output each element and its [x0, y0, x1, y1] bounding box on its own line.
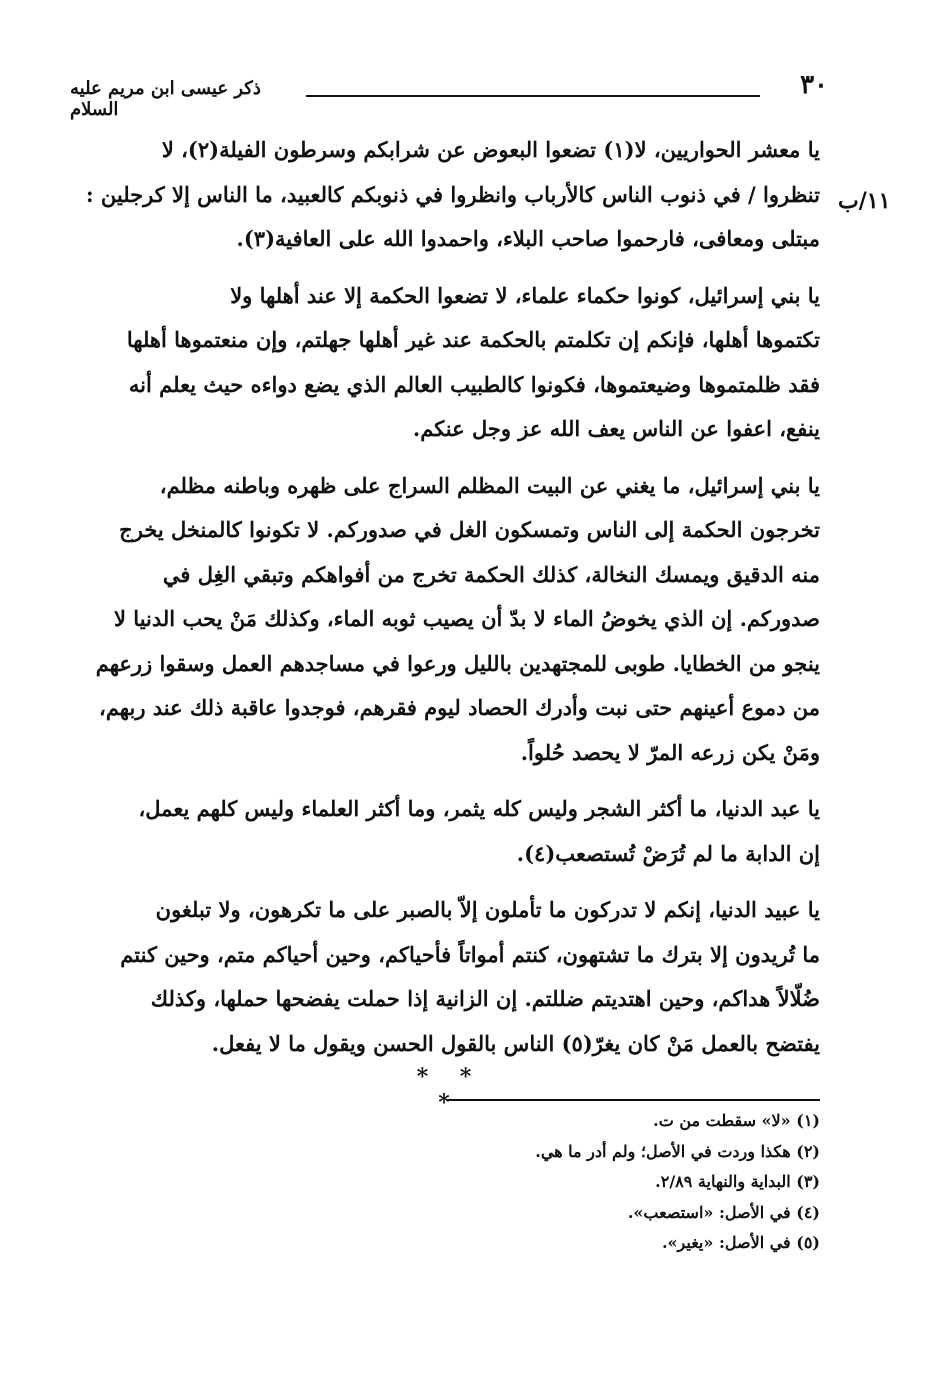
text-line: تخرجون الحكمة إلى الناس وتمسكون الغل في صدوركم. لا تكونوا كالمنخل يخرج: [119, 517, 820, 542]
footnote-2: (٢) هكذا وردت في الأصل؛ ولم أدر ما هي.: [535, 1141, 820, 1161]
paragraph-5: [80, 888, 820, 1066]
text-line: صدوركم. إن الذي يخوضُ الماء لا بدّ أن يصيب ثوبه الماء، وكذلك مَنْ يحب الدنيا لا: [114, 606, 820, 631]
text-line: يا بني إسرائيل، ما يغني عن البيت المظلم السراج على ظهره وباطنه مظلم،: [159, 472, 820, 498]
header-rule: [306, 95, 760, 97]
page-number: ٣٠: [800, 70, 828, 100]
text-line: ومَنْ يكن زرعه المرّ لا يحصد حُلواً.: [520, 739, 820, 765]
section-separator: * * *: [416, 1064, 484, 1116]
text-line: يفتضح بالعمل مَنْ كان يغرّ(٥) الناس بالقول الحسن ويقول ما لا يفعل.: [211, 1030, 820, 1056]
paragraph-2: [80, 274, 820, 452]
text-line: منه الدقيق ويمسك النخالة، كذلك الحكمة تخرج من أفواهكم وتبقي الغِل في: [162, 561, 820, 587]
footnote-5: (٥) في الأصل: «يغير».: [661, 1233, 820, 1252]
text-line: مبتلى ومعافى، فارحموا صاحب البلاء، واحمدوا الله على العافية(٣).: [236, 226, 820, 251]
text-line: تكتموها أهلها، فإنكم إن تكلمتم بالحكمة عند غير أهلها جهلتم، وإن منعتموها أهلها: [126, 327, 820, 352]
text-line: يا عبد الدنيا، ما أكثر الشجر وليس كله يثمر، وما أكثر العلماء وليس كلهم يعمل،: [138, 796, 820, 821]
text-line: ضُلّالاً هداكم، وحين اهتديتم ضللتم. إن الزانية إذا حملت يفضحها حملها، وكذلك: [150, 986, 820, 1011]
text-line: من دموع أعينهم حتى نبت وأدرك الحصاد ليوم فقرهم، فوجدوا عاقبة ذلك عند ربهم،: [99, 695, 820, 720]
text-line: يا معشر الحواريين، لا(١) تضعوا البعوض عن شرابكم وسرطون الفيلة(٢)، لا: [161, 137, 820, 162]
text-line: إن الدابة ما لم تُرَضْ تُستصعب(٤).: [516, 840, 820, 866]
footnote-1: (١) «لا» سقطت من ت.: [653, 1111, 820, 1130]
text-line: ما تُريدون إلا بترك ما تشتهون، كنتم أمواتاً فأحياكم، وحين أحياكم متم، وحين كنتم: [120, 941, 820, 967]
footnote-3: (٣) البداية والنهاية ٢/٨٩.: [655, 1172, 820, 1191]
footnote-4: (٤) في الأصل: «استصعب».: [627, 1202, 820, 1222]
text-line: ينجو من الخطايا. طوبى للمجتهدين بالليل ورعوا في مساجدهم العمل وسقوا زرعهم: [95, 650, 820, 676]
running-title: ذكر عيسى ابن مريم عليه السلام: [70, 78, 261, 120]
text-line: ينفع، اعفوا عن الناس يعف الله عز وجل عنكم.: [412, 416, 820, 441]
footnotes: [430, 1106, 820, 1259]
paragraph-1: [80, 128, 820, 262]
main-text: [80, 128, 820, 1078]
paragraph-4: [80, 787, 820, 876]
manuscript-folio-note: ١١/ب: [838, 188, 891, 214]
text-line: يا عبيد الدنيا، إنكم لا تدركون ما تأملون إلاّ بالصبر على ما تكرهون، ولا تبلغون: [155, 897, 820, 922]
paragraph-3: [80, 464, 820, 776]
text-line: فقد ظلمتموها وضيعتموها، فكونوا كالطبيب العالم الذي يضع دواءه حيث يعلم أنه: [128, 371, 820, 397]
footnote-rule: [446, 1099, 820, 1101]
text-line: يا بني إسرائيل، كونوا حكماء علماء، لا تضعوا الحكمة إلا عند أهلها ولا: [230, 282, 820, 308]
text-line: تنظروا / في ذنوب الناس كالأرباب وانظروا في ذنوبكم كالعبيد، ما الناس إلا كرجلين :: [85, 181, 820, 207]
